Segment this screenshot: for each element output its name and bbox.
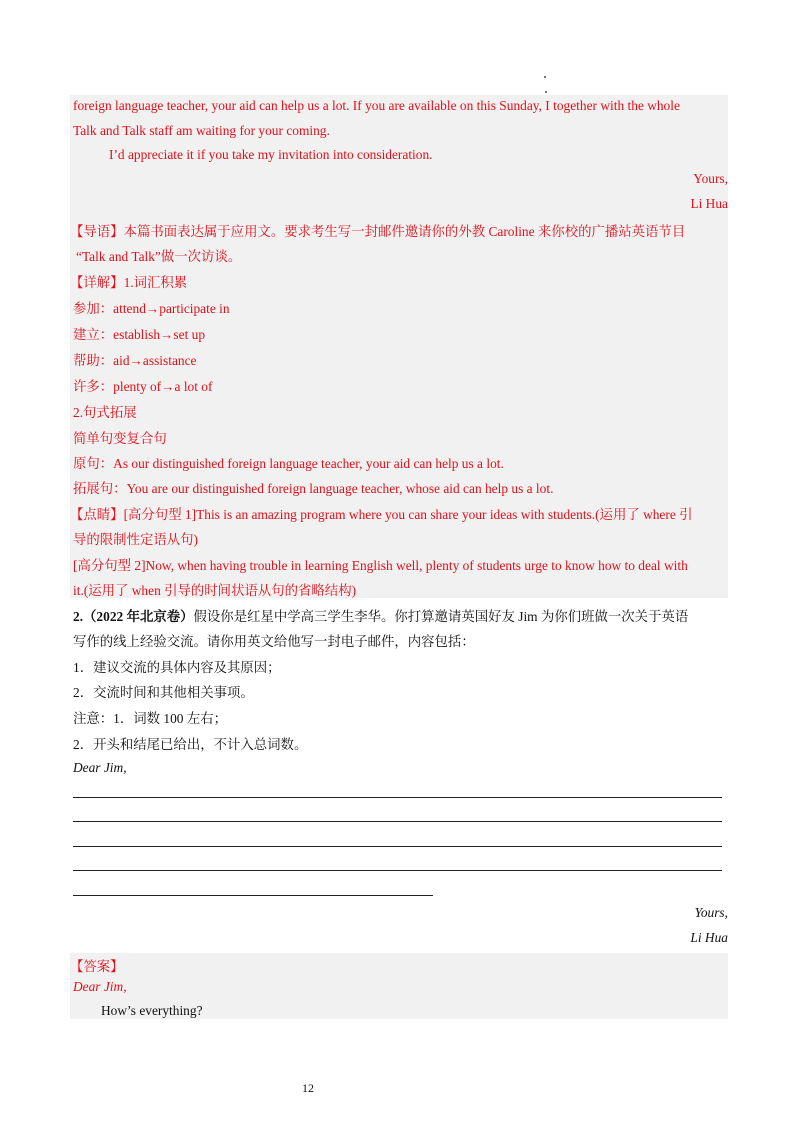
vocab-item: 许多：plenty of→a lot of <box>73 379 213 394</box>
answer-closing: Yours, <box>693 171 728 186</box>
detail-heading <box>70 272 187 291</box>
answer-2-salutation: Dear Jim, <box>73 979 127 994</box>
writing-line <box>73 797 722 798</box>
detail-section-1: 1.词汇积累 <box>123 275 188 290</box>
answer-line-1: foreign language teacher, your aid can help us a lot. If you are available on this Sunday, I together with the whole <box>73 98 680 113</box>
highlight-line-2: 导的限制性定语从句) <box>73 532 198 547</box>
question-source: （2022 年北京卷） <box>83 609 194 624</box>
page-number: 12 <box>302 1081 314 1095</box>
detail-tag: 【详解】 <box>70 275 124 290</box>
writing-line <box>73 870 722 871</box>
question-salutation: Dear Jim, <box>73 760 127 775</box>
question-note-2: 2．开头和结尾已给出，不计入总词数。 <box>73 737 308 752</box>
guide-tag: 【导语】 <box>70 224 124 239</box>
highlight-line-4: it.(运用了 when 引导的时间状语从句的省略结构) <box>73 583 357 598</box>
guide-line-1 <box>70 221 685 240</box>
scan-dot <box>545 91 547 93</box>
writing-line <box>73 821 722 822</box>
original-sentence: 原句：As our distinguished foreign language teacher, your aid can help us a lot. <box>73 456 504 471</box>
detail-section-2: 2.句式拓展 <box>73 405 137 420</box>
scan-dot <box>544 76 546 78</box>
guide-text: 本篇书面表达属于应用文。要求考生写一封邮件邀请你的外教 Caroline 来你校的广播站英语节目 <box>123 224 686 239</box>
vocab-item: 帮助：aid→assistance <box>73 353 197 368</box>
detail-section-2-sub: 简单句变复合句 <box>73 431 167 446</box>
answer-2-first-line: How’s everything? <box>101 1003 203 1018</box>
question-note-1: 注意：1．词数 100 左右； <box>73 711 227 726</box>
highlight-tag: 【点睛】 <box>70 507 124 522</box>
extended-sentence: 拓展句：You are our distinguished foreign language teacher, whose aid can help us a lot. <box>73 481 554 496</box>
vocab-item: 参加：attend→participate in <box>73 301 230 316</box>
question-2-line-2: 写作的线上经验交流。请你用英文给他写一封电子邮件，内容包括： <box>73 634 475 649</box>
writing-line <box>73 895 433 896</box>
question-closing: Yours, <box>694 905 728 920</box>
question-item: 1．建议交流的具体内容及其原因； <box>73 660 281 675</box>
writing-line <box>73 846 722 847</box>
question-signature: Li Hua <box>690 930 728 945</box>
guide-line-2: “Talk and Talk”做一次访谈。 <box>76 249 242 264</box>
question-number: 2. <box>73 609 84 624</box>
vocab-item: 建立：establish→set up <box>73 327 206 342</box>
answer-signature: Li Hua <box>690 196 728 211</box>
highlight-line-3: [高分句型 2]Now, when having trouble in learning English well, plenty of students urge to know how to deal with <box>73 558 688 573</box>
answer-2-tag: 【答案】 <box>70 959 124 974</box>
question-2-line-1: 2.（2022 年北京卷）假设你是红星中学高三学生李华。你打算邀请英国好友 Jim 为你们班做一次关于英语 <box>73 609 689 624</box>
answer-line-2: Talk and Talk staff am waiting for your coming. <box>73 123 330 138</box>
question-item: 2．交流时间和其他相关事项。 <box>73 685 254 700</box>
highlight-line-1: 【点睛】[高分句型 1]This is an amazing program where you can share your ideas with students.(运用了 where 引 <box>70 507 693 522</box>
answer-line-3: I’d appreciate it if you take my invitation into consideration. <box>109 147 433 162</box>
